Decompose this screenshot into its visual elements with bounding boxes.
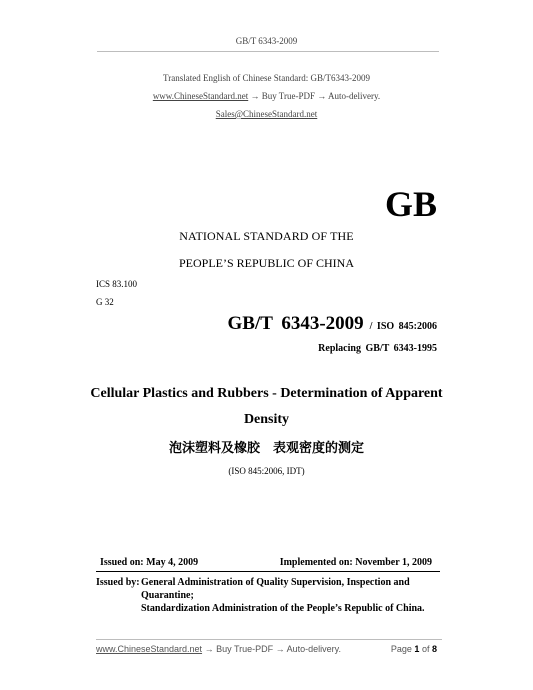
footer-divider <box>96 639 442 640</box>
english-title-line2: Density <box>243 412 290 427</box>
arrow-icon: → <box>317 91 327 101</box>
arrow-icon: → <box>204 644 214 654</box>
replacing-standard: Replacing GB/T 6343-1995 <box>318 343 437 354</box>
standard-number: GB/T 6343-2009 <box>227 313 364 334</box>
header-divider <box>97 51 439 52</box>
dates-divider <box>96 571 440 572</box>
site-link[interactable]: www.ChineseStandard.net <box>152 91 249 101</box>
gb-logo: GB <box>384 184 437 224</box>
email-line <box>0 109 533 119</box>
issuer-line1: General Administration of Quality Supervision, Inspection and Quarantine; <box>141 577 410 601</box>
implemented-date: Implemented on: November 1, 2009 <box>279 557 432 568</box>
issuer-line2: Standardization Administration of the People’s Republic of China. <box>141 603 425 614</box>
translation-note: Translated English of Chinese Standard: GB/T6343-2009 <box>163 73 370 83</box>
arrow-icon: → <box>250 91 260 101</box>
footer-auto-delivery-text: Auto-delivery. <box>286 644 341 654</box>
arrow-icon: → <box>275 644 285 654</box>
footer-buy-pdf-text: Buy True-PDF <box>216 644 274 654</box>
issued-by-label: Issued by: <box>96 577 140 588</box>
page-indicator <box>391 644 437 654</box>
ics-code: ICS 83.100 <box>96 279 138 289</box>
issued-date: Issued on: May 4, 2009 <box>100 557 199 568</box>
footer-purchase-line <box>96 644 341 654</box>
page-current: 1 <box>414 644 420 654</box>
page-of: of <box>421 644 430 654</box>
ccs-code: G 32 <box>96 297 114 307</box>
page-label: Page <box>390 644 412 654</box>
page-total: 8 <box>431 644 437 654</box>
buy-pdf-text: Buy True-PDF <box>261 91 315 101</box>
english-title-line1: Cellular Plastics and Rubbers - Determination of Apparent <box>90 386 443 401</box>
chinese-title: 泡沫塑料及橡胶 表观密度的测定 <box>168 441 364 456</box>
issued-by-block <box>96 576 442 615</box>
auto-delivery-text: Auto-delivery. <box>328 91 381 101</box>
standard-number-line <box>228 313 437 335</box>
national-standard-line2: PEOPLE’S REPUBLIC OF CHINA <box>178 256 355 270</box>
iso-reference: / ISO 845:2006 <box>369 321 437 332</box>
sales-email-link[interactable]: Sales@ChineseStandard.net <box>215 109 318 119</box>
national-standard-line1: NATIONAL STANDARD OF THE <box>179 229 354 243</box>
purchase-line <box>0 91 533 101</box>
running-header-title: GB/T 6343-2009 <box>235 36 298 46</box>
iso-equivalence: (ISO 845:2006, IDT) <box>228 466 305 476</box>
footer-site-link[interactable]: www.ChineseStandard.net <box>96 644 203 654</box>
